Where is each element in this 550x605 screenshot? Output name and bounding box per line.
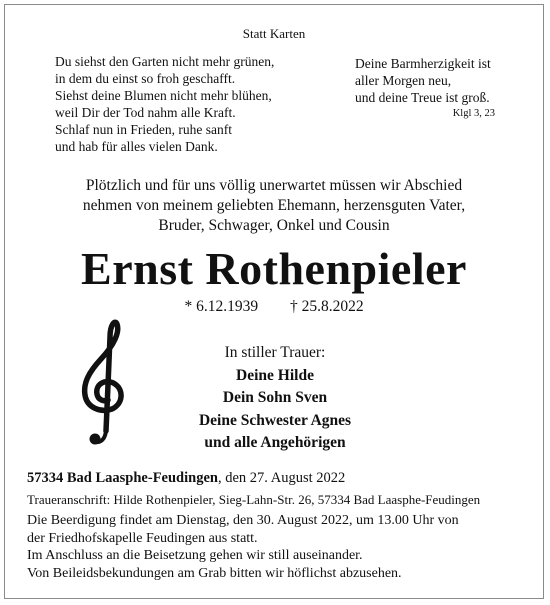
details-line: Die Beerdigung findet am Dienstag, den 30. August 2022, um 13.00 Uhr von	[27, 513, 459, 528]
notice-header: Statt Karten	[242, 26, 306, 41]
mourners-heading: In stiller Trauer:	[224, 344, 326, 361]
death-date: † 25.8.2022	[289, 298, 364, 315]
verse-line: Deine Barmherzigkeit ist	[355, 56, 491, 71]
place: 57334 Bad Laasphe-Feudingen	[27, 470, 218, 486]
intro-line: nehmen von meinem geliebten Ehemann, herzensguten Vater,	[82, 197, 466, 214]
obituary-notice	[4, 4, 544, 599]
mourners	[183, 342, 367, 455]
mourner-name: Dein Sohn Sven	[222, 389, 328, 406]
poem-line: in dem du einst so froh geschafft.	[55, 71, 236, 86]
place-date	[27, 470, 345, 487]
poem-line: weil Dir der Tod nahm alle Kraft.	[55, 105, 236, 120]
details-line: Von Beileidsbekundungen am Grab bitten wir höflichst abzusehen.	[27, 565, 402, 581]
poem-line: Du siehst den Garten nicht mehr grünen,	[55, 54, 275, 69]
life-dates	[5, 298, 543, 316]
poem-line: und hab für alles vielen Dank.	[55, 139, 218, 154]
mourner-name: und alle Angehörigen	[204, 434, 346, 451]
notice-date: , den 27. August 2022	[217, 470, 346, 486]
funeral-details	[27, 512, 459, 582]
bible-verse	[355, 55, 491, 106]
verse-line: und deine Treue ist groß.	[355, 90, 490, 105]
details-line: der Friedhofskapelle Feudingen aus statt.	[27, 530, 258, 546]
mourner-name: Deine Schwester Agnes	[198, 411, 352, 429]
mourner-name: Deine Hilde	[236, 366, 314, 384]
treble-clef-icon	[79, 315, 129, 450]
poem-line: Siehst deine Blumen nicht mehr blühen,	[55, 88, 272, 103]
verse-reference: Klgl 3, 23	[452, 108, 495, 119]
intro-text	[5, 176, 543, 236]
verse-line: aller Morgen neu,	[355, 73, 452, 88]
poem	[55, 53, 274, 155]
details-line: Im Anschluss an die Beisetzung gehen wir still auseinander.	[27, 548, 363, 563]
mourning-address: Traueranschrift: Hilde Rothenpieler, Sieg-Lahn-Str. 26, 57334 Bad Laasphe-Feudingen	[27, 492, 481, 507]
intro-line: Bruder, Schwager, Onkel und Cousin	[158, 217, 390, 234]
deceased-name: Ernst Rothenpieler	[81, 243, 467, 294]
poem-line: Schlaf nun in Frieden, ruhe sanft	[55, 122, 232, 137]
birth-date: * 6.12.1939	[184, 298, 259, 315]
intro-line: Plötzlich und für uns völlig unerwartet müssen wir Abschied	[85, 177, 463, 194]
